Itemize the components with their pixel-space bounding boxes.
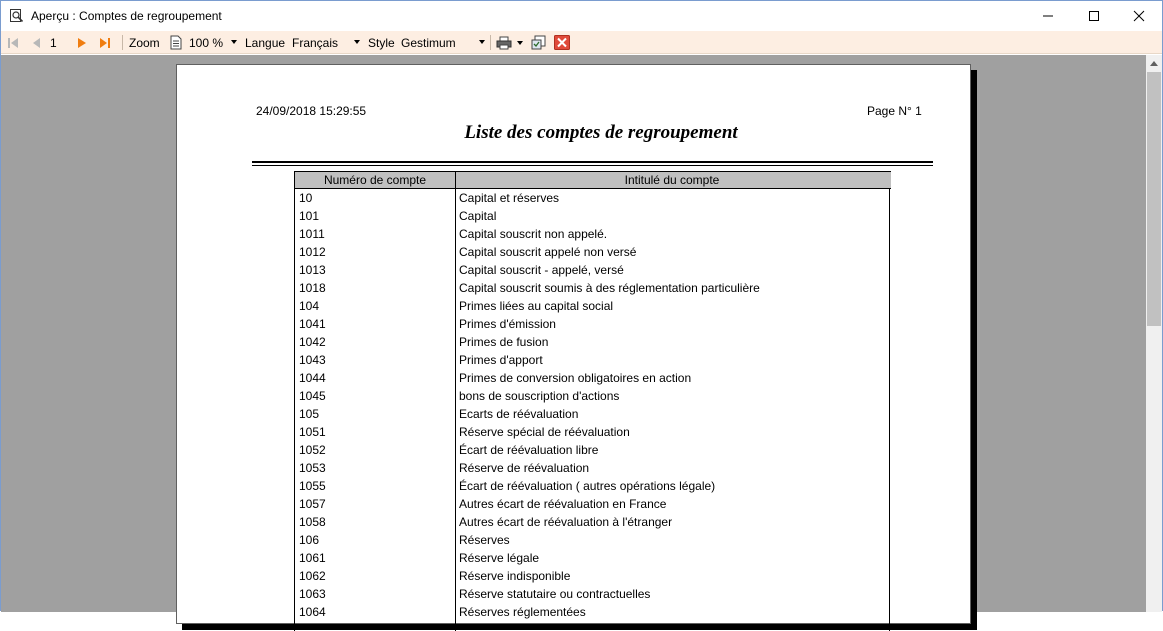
previous-page-icon [31,36,41,50]
maximize-button[interactable] [1071,1,1117,31]
account-number-cell: 101 [299,209,320,223]
zoom-label [129,31,160,54]
account-number-cell: 1044 [299,371,326,385]
chevron-down-icon [354,40,360,44]
table-row [295,531,889,549]
account-number-cell: 1051 [299,425,326,439]
account-number-cell: 10 [299,191,313,205]
table-row [295,567,889,585]
export-button[interactable] [531,31,547,54]
table-row [295,279,889,297]
close-preview-button[interactable] [554,31,570,54]
document-page-icon [170,35,182,50]
print-button[interactable] [496,31,512,54]
account-label-cell: Autres écart de réévaluation à l'étranger [459,515,673,529]
column-header-account-number: Numéro de compte [323,173,427,187]
table-row [295,513,889,531]
account-label-cell: Capital et réserves [459,191,560,205]
scroll-up-arrow-icon [1150,61,1158,66]
next-page-icon [77,36,87,50]
table-row [295,477,889,495]
account-label-cell: Capital [459,209,497,223]
account-label-cell: Réserve spécial de réévaluation [459,425,630,439]
account-label-cell: Capital souscrit appelé non versé [459,245,637,259]
account-label-cell: Primes de conversion obligatoires en action [459,371,692,385]
first-page-button[interactable] [7,31,19,54]
title-bar [1,1,1162,31]
close-icon [1134,11,1144,21]
table-row [295,225,889,243]
account-label-cell: Capital souscrit soumis à des réglementation particulière [459,281,760,295]
toolbar-separator [122,35,123,50]
title-rule [252,161,933,163]
close-red-icon [554,35,570,50]
chevron-down-icon [479,40,485,44]
style-value: Gestimum [401,35,456,50]
minimize-button[interactable] [1025,1,1071,31]
style-dropdown[interactable] [399,33,487,52]
table-row [295,369,889,387]
account-number-cell: 1055 [299,479,326,493]
account-number-cell: 106 [299,533,320,547]
account-number-cell: 105 [299,407,320,421]
account-label-cell: bons de souscription d'actions [459,389,620,403]
language-value: Français [292,35,339,50]
account-number-cell: 1053 [299,461,326,475]
scroll-thumb[interactable] [1147,72,1161,326]
table-row [295,243,889,261]
close-window-button[interactable] [1116,1,1162,31]
page-view-icon[interactable] [170,31,182,54]
account-number-cell: 1018 [299,281,326,295]
language-label-text: Langue [245,35,286,50]
first-page-icon [7,36,19,50]
printer-icon [496,36,512,50]
table-row [295,495,889,513]
language-dropdown[interactable] [290,33,362,52]
export-document-icon [531,35,547,50]
account-label-cell: Réserves [459,533,510,547]
table-header [295,171,891,189]
account-number-cell: 1058 [299,515,326,529]
title-rule-thin [252,165,933,166]
zoom-value: 100 % [189,35,224,50]
account-label-cell: Écart de réévaluation libre [459,443,599,457]
account-number-cell: 1042 [299,335,326,349]
account-number-cell: 1043 [299,353,326,367]
preview-area[interactable] [1,55,1146,619]
next-page-button[interactable] [77,31,87,54]
language-label [245,31,285,54]
account-label-cell: Capital souscrit - appelé, versé [459,263,624,277]
page-number-field[interactable] [50,31,57,54]
scroll-up-button[interactable] [1146,55,1162,72]
table-row [295,441,889,459]
account-number-cell: 1041 [299,317,326,331]
minimize-icon [1043,11,1053,21]
account-label-cell: Ecarts de réévaluation [459,407,579,421]
account-label-cell: Réserve indisponible [459,569,571,583]
table-row [295,549,889,567]
zoom-dropdown[interactable] [187,33,239,52]
table-body [295,189,889,621]
account-number-cell: 1061 [299,551,326,565]
account-number-cell: 1052 [299,443,326,457]
account-number-cell: 1057 [299,497,326,511]
maximize-icon [1089,11,1099,21]
account-number-cell: 1063 [299,587,326,601]
vertical-scrollbar[interactable] [1146,55,1162,612]
account-number-cell: 1011 [299,227,325,241]
table-row [295,585,889,603]
table-row [295,603,889,621]
account-number-cell: 104 [299,299,320,313]
scroll-down-button[interactable] [1146,595,1162,612]
account-label-cell: Capital souscrit non appelé. [459,227,608,241]
table-row [295,189,889,207]
style-label-text: Style [368,35,395,50]
table-row [295,261,889,279]
account-label-cell: Primes d'émission [459,317,556,331]
zoom-label-text: Zoom [129,35,160,50]
preview-magnifier-icon [10,9,24,23]
last-page-icon [99,36,111,50]
account-number-cell: 1062 [299,569,326,583]
account-label-cell: Primes de fusion [459,335,549,349]
table-row [295,333,889,351]
report-page [176,64,971,624]
account-number-cell: 1064 [299,605,326,619]
account-label-cell: Réserve légale [459,551,540,565]
style-label [368,31,395,54]
account-label-cell: Écart de réévaluation ( autres opérations légale) [459,479,716,493]
table-row [295,405,889,423]
account-label-cell: Réserve statutaire ou contractuelles [459,587,651,601]
toolbar-separator [490,35,491,50]
chevron-down-icon [231,40,237,44]
page-number-value: 1 [50,35,57,50]
table-row [295,297,889,315]
account-label-cell: Autres écart de réévaluation en France [459,497,667,511]
chevron-down-icon [517,41,523,45]
account-label-cell: Primes liées au capital social [459,299,614,313]
accounts-table [294,171,890,631]
table-row [295,207,889,225]
window-title: Aperçu : Comptes de regroupement [31,9,222,23]
last-page-button[interactable] [99,31,111,54]
table-row [295,315,889,333]
table-row [295,387,889,405]
report-date: 24/09/2018 15:29:55 [256,104,367,118]
table-row [295,423,889,441]
account-label-cell: Réserves réglementées [459,605,586,619]
column-header-account-label: Intitulé du compte [624,173,720,187]
report-page-number: Page N° 1 [867,104,922,118]
account-number-cell: 1013 [299,263,326,277]
table-row [295,459,889,477]
table-row [295,351,889,369]
print-options-dropdown[interactable] [517,31,523,54]
preview-toolbar [1,31,1162,54]
account-label-cell: Réserve de réévaluation [459,461,590,475]
report-title: Liste des comptes de regroupement [464,122,738,143]
account-number-cell: 1045 [299,389,326,403]
account-label-cell: Primes d'apport [459,353,543,367]
previous-page-button[interactable] [31,31,41,54]
account-number-cell: 1012 [299,245,326,259]
